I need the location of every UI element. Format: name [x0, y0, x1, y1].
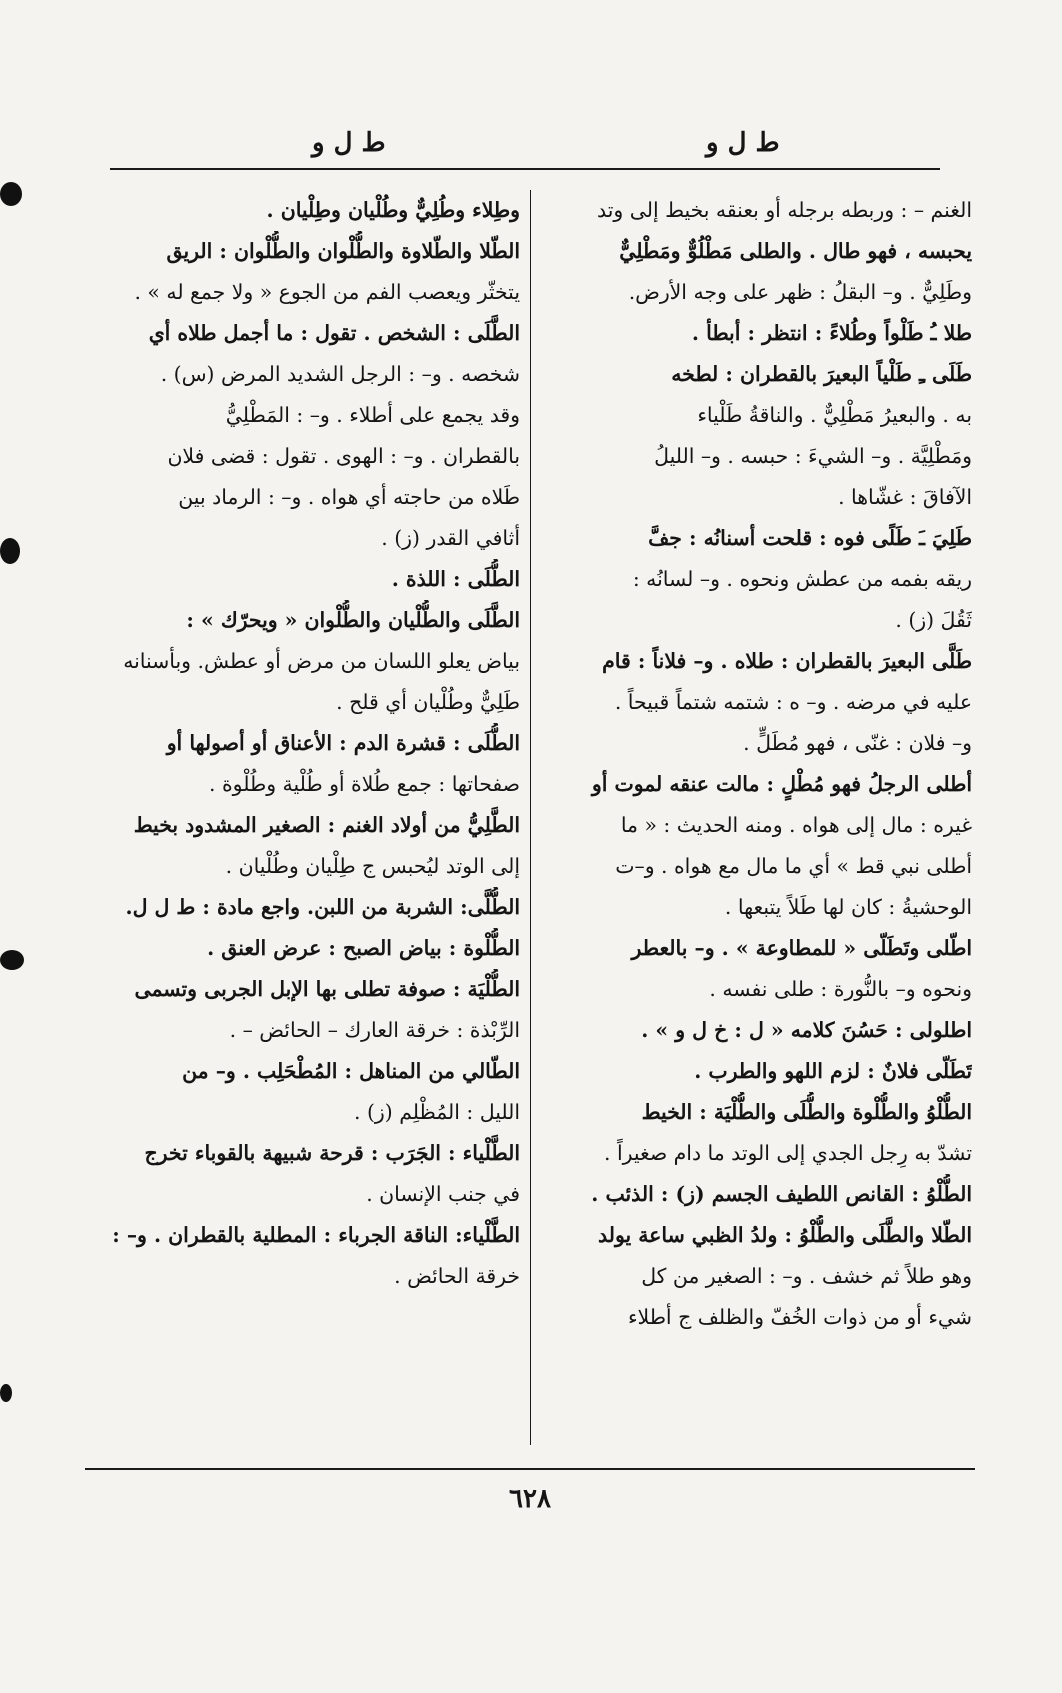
text-line: طَلاه من حاجته أي هواه . و– : الرماد بين: [178, 485, 520, 509]
text-line: وطِلاء وطُلِيٌّ وطُلْيان وطِلْيان .: [266, 198, 520, 222]
entry-head-line: اطلولى : حَسُنَ كلامه « ل : خ ل و » .: [641, 1018, 972, 1042]
text-line: بالقطران . و– : الهوى . تقول : قضى فلان: [167, 444, 520, 468]
column-divider: [530, 190, 531, 1445]
entry-head-line: الطُّلْيَة : صوفة تطلى بها الإبل الجربى وتسمى: [134, 977, 520, 1001]
entry-head-line: الطّلا والطّلاوة والطُّلْوان والطُّلْوان : الريق: [166, 239, 520, 263]
entry-head-line: طَلَى ـِ طَلْياً البعيرَ بالقطران : لطخه: [671, 362, 972, 386]
entry-head-line: الطَّلَى والطُّلْيان والطُّلْوان « ويحرّك » :: [186, 608, 520, 632]
scan-edge-mark: [0, 182, 22, 206]
text-line: شيء أو من ذوات الخُفّ والظلف ج أطلاء: [627, 1305, 972, 1329]
text-line: شخصه . و– : الرجل الشديد المرض (س) .: [160, 362, 520, 386]
text-line: بياض يعلو اللسان من مرض أو عطش. وبأسنانه: [123, 649, 520, 673]
entry-head-line: الطُّلَى : اللذة .: [391, 567, 520, 591]
entry-head-line: الطّلا والطَّلَى والطُّلْوُ : ولدُ الظبي ساعة يولد: [598, 1223, 972, 1247]
running-header-right: ط ل و: [706, 128, 780, 158]
entry-head-line: الطُّلْوُ : القانص اللطيف الجسم (ز) : الذئب .: [591, 1182, 972, 1206]
text-line: في جنب الإنسان .: [366, 1182, 520, 1206]
text-line: و– فلان : غنّى ، فهو مُطَلٍّ .: [743, 731, 972, 755]
text-line: عليه في مرضه . و– ه : شتمه شتماً قبيحاً .: [614, 690, 972, 714]
footer-rule: [85, 1468, 975, 1470]
entry-head-line: الطُّلَّى: الشربة من اللبن. واجع مادة : ط ل ل.: [125, 895, 520, 919]
entry-head-line: الطُّلَى : قشرة الدم : الأعناق أو أصولها أو: [166, 731, 520, 755]
text-line: الوحشيةُ : كان لها طَلاً يتبعها .: [724, 895, 972, 919]
text-line: ثَقُلَ (ز) .: [895, 608, 972, 632]
scan-edge-mark: [0, 1384, 12, 1402]
scan-edge-mark: [0, 538, 20, 564]
text-line: وقد يجمع على أطلاء . و– : المَطْلِيُّ: [225, 403, 520, 427]
entry-head-line: الطَّلِيُّ من أولاد الغنم : الصغير المشدود بخيط: [133, 813, 520, 837]
entry-head-line: أطلى الرجلُ فهو مُطْلٍ : مالت عنقه لموت أو: [591, 772, 972, 796]
text-line: ومَطْلِيَّة . و– الشيءَ : حبسه . و– الليلُ: [654, 444, 972, 468]
text-line: الغنم – : وربطه برجله أو بعنقه بخيط إلى وتد: [597, 198, 972, 222]
left-column: [110, 190, 520, 1452]
entry-head-line: تَطَلّى فلانٌ : لزم اللهو والطرب .: [694, 1059, 972, 1083]
text-line: يحبسه ، فهو طال . والطلى مَطْلُوٌّ ومَطْلِيٌّ: [619, 239, 972, 263]
text-line: وطَلِيٌّ . و– البقلُ : ظهر على وجه الأرض.: [628, 280, 972, 304]
page-number: ٦٢٨: [509, 1484, 551, 1514]
text-line: ونحوه و– بالنُّورة : طلى نفسه .: [709, 977, 972, 1001]
text-line: به . والبعيرُ مَطْلِيٌّ . والناقةُ طَلْياء: [697, 403, 972, 427]
text-line: صفحاتها : جمع طُلاة أو طُلْية وطُلْوة .: [209, 772, 520, 796]
text-line: الرِّبْذة : خرقة العارك – الحائض – .: [229, 1018, 520, 1042]
running-header-left: ط ل و: [312, 128, 386, 158]
text-line: خرقة الحائض .: [394, 1264, 520, 1288]
text-line: يتخثّر ويعصب الفم من الجوع « ولا جمع له » .: [134, 280, 520, 304]
text-line: الآفاقَ : غشّاها .: [838, 485, 972, 509]
header-rule: [110, 168, 940, 170]
entry-head-line: طَلَّى البعيرَ بالقطران : طلاه . و– فلاناً : قام: [602, 649, 972, 673]
text-line: تشدّ به رِجل الجدي إلى الوتد ما دام صغيراً .: [604, 1141, 972, 1165]
entry-head-line: الطّالي من المناهل : المُطْحَلِب . و– من: [182, 1059, 520, 1083]
text-line: أطلى نبي قط » أي ما مال مع هواه . و–ت: [615, 854, 972, 878]
text-line: طَلِيٌّ وطُلْيان أي قلح .: [336, 690, 520, 714]
entry-head-line: طَلِيَ ـَ طَلًى فوه : قلحت أسنانُه : جفَّ: [648, 526, 972, 550]
text-line: ريقه بفمه من عطش ونحوه . و– لسانُه :: [632, 567, 972, 591]
entry-head-line: الطَّلَى : الشخص . تقول : ما أجمل طلاه أي: [148, 321, 520, 345]
entry-head-line: الطَّلْياء: الناقة الجرباء : المطلية بالقطران . و– :: [112, 1223, 520, 1247]
entry-head-line: الطُّلْوة : بياض الصبح : عرض العنق .: [207, 936, 520, 960]
entry-head-line: اطّلى وتَطَلّى « للمطاوعة » . و– بالعطر: [631, 936, 972, 960]
text-line: غيره : مال إلى هواه . ومنه الحديث : « ما: [620, 813, 972, 837]
text-line: أثافي القدر (ز) .: [381, 526, 520, 550]
entry-head-line: الطُّلْوُ والطُّلْوة والطُّلَى والطُّلْيَة : الخيط: [641, 1100, 972, 1124]
entry-head-line: طلا ـُ طَلْواً وطُلاءً : انتظر : أبطأ .: [691, 321, 972, 345]
text-line: إلى الوتد ليُحبس ج طِلْيان وطُلْيان .: [225, 854, 520, 878]
text-line: الليل : المُظْلِم (ز) .: [354, 1100, 520, 1124]
right-column: [552, 190, 972, 1452]
entry-head-line: الطَّلْياء : الجَرَب : قرحة شبيهة بالقوباء تخرج: [144, 1141, 520, 1165]
scan-edge-mark: [0, 950, 24, 970]
text-line: وهو طلاً ثم خشف . و– : الصغير من كل: [641, 1264, 972, 1288]
